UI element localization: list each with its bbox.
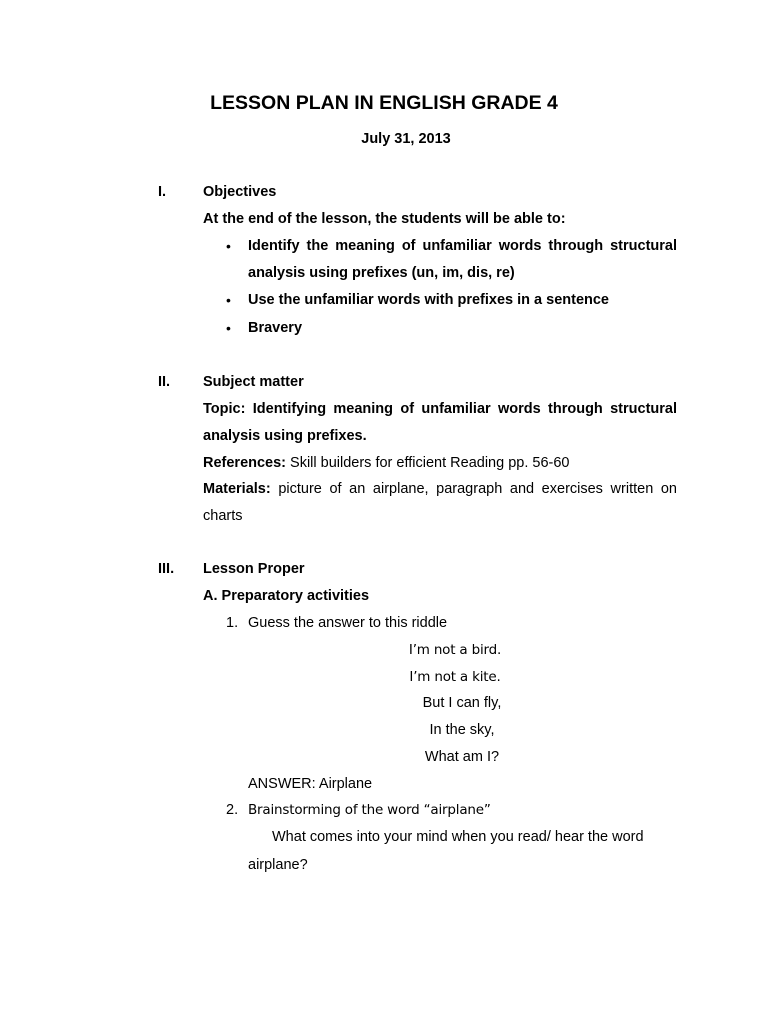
materials-line [203,480,677,498]
brainstorm-question-continuation: airplane? [248,857,308,873]
activity-riddle: Guess the answer to this riddle [248,615,448,631]
section-numeral-lesson-proper: III. [158,561,175,577]
materials-text: picture of an airplane, paragraph and exercises written on [270,481,677,497]
subsection-preparatory-activities: A. Preparatory activities [203,588,370,604]
section-heading-lesson-proper: Lesson Proper [203,561,305,577]
materials-line-continuation: charts [203,508,243,524]
objective-item-continuation: analysis using prefixes (un, im, dis, re) [248,265,515,281]
lesson-date: July 31, 2013 [361,131,451,147]
riddle-answer: ANSWER: Airplane [248,776,373,792]
riddle-line: But I can fly, [422,695,502,711]
references-text: Skill builders for efficient Reading pp. 56-60 [286,455,570,471]
objective-item: Identify the meaning of unfamiliar words through structural [248,238,677,254]
section-heading-subject-matter: Subject matter [203,374,304,390]
references-line [203,454,569,472]
bullet-marker: • [226,320,231,336]
objectives-intro: At the end of the lesson, the students will be able to: [203,211,566,227]
riddle-line: I’m not a kite. [409,669,501,685]
bullet-marker: • [226,238,231,254]
riddle-line: What am I? [424,749,500,765]
list-number: 1. [226,615,239,631]
riddle-line: I’m not a bird. [408,642,502,658]
bullet-marker: • [226,292,231,308]
references-label: References: [203,455,287,471]
topic-line-continuation: analysis using prefixes. [203,428,367,444]
topic-line: Topic: Identifying meaning of unfamiliar words through structural [203,401,677,417]
section-heading-objectives: Objectives [203,184,277,200]
page-title: LESSON PLAN IN ENGLISH GRADE 4 [210,92,558,114]
section-numeral-objectives: I. [158,184,167,200]
brainstorm-question: What comes into your mind when you read/ hear the word [272,829,644,845]
objective-item: Use the unfamiliar words with prefixes in a sentence [248,292,609,308]
riddle-line: In the sky, [429,722,495,738]
section-numeral-subject-matter: II. [158,374,171,390]
activity-brainstorming: Brainstorming of the word “airplane” [248,802,491,818]
list-number: 2. [226,802,239,818]
objective-item: Bravery [248,320,303,336]
materials-label: Materials: [203,481,271,497]
